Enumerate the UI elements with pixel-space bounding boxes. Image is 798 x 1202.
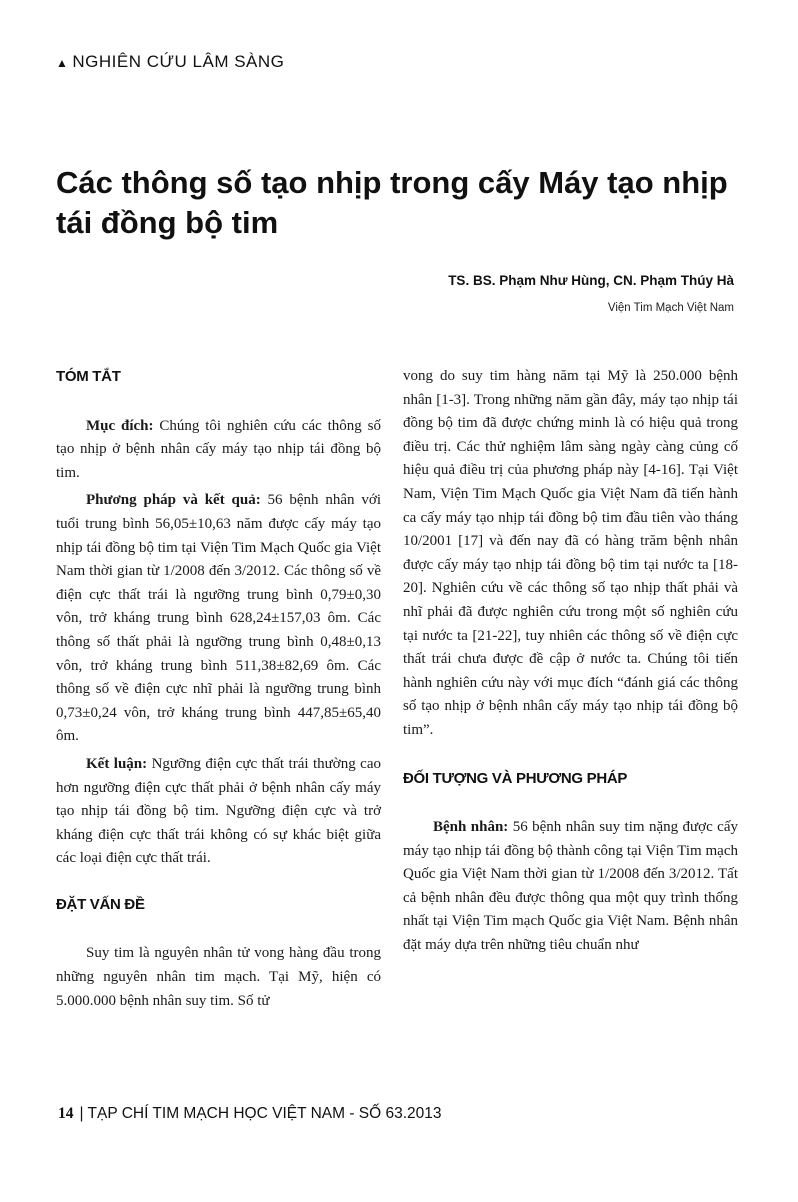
section-label: NGHIÊN CỨU LÂM SÀNG [72,52,285,71]
intro-paragraph: Suy tim là nguyên nhân tử vong hàng đầu trong những nguyên nhân tim mạch. Tại Mỹ, hiện có 5.000.000 bệnh nhân suy tim. Số tử [56,945,381,1009]
page-footer [58,1105,442,1123]
conclusion-text: Ngưỡng điện cực thất trái thường cao hơn ngưỡng điện cực thất phải ở bệnh nhân cấy máy tạo nhịp tái đồng bộ tim. Ngưỡng điện cực và trở kháng điện cực thất trái không có sự khác biệt giữa các loại điện cực thất trái. [56,755,381,867]
methods-label: Phương pháp và kết quả: [86,492,261,509]
journal-name: TẠP CHÍ TIM MẠCH HỌC VIỆT NAM - SỐ 63.2013 [87,1105,442,1122]
methods-heading: ĐỐI TƯỢNG VÀ PHƯƠNG PHÁP [403,769,628,787]
patients-text: 56 bệnh nhân suy tim nặng được cấy máy tạo nhịp tái đồng bộ thành công tại Viện Tim mạch Quốc gia Việt Nam thời gian từ 1/2008 đến 3/2012. Tất cả bệnh nhân đều được thông qua một quy trình thống nhất tại Viện Tim mạch Quốc gia Việt Nam. Bệnh nhân đặt máy dựa trên những tiêu chuẩn như [403,819,738,954]
left-column [56,365,381,1013]
conclusion-label: Kết luận: [86,755,148,772]
conclusion-paragraph [56,753,381,871]
aim-label: Mục đích: [86,417,154,434]
methods-paragraph [56,489,381,749]
intro-continued: vong do suy tim hàng năm tại Mỹ là 250.000 bệnh nhân [1-3]. Trong những năm gần đây, máy tạo nhịp tái đồng bộ tim đã được chứng minh là có hiệu quả trong điều trị. Các thử nghiệm lâm sàng ngày càng củng cố hiệu quả điều trị của phương pháp này [4-16]. Tại Việt Nam, Viện Tim Mạch Quốc gia Việt Nam đã tiến hành ca cấy máy tạo nhịp tái đồng bộ tim đầu tiên vào tháng 10/2001 [17] và đến nay đã có hàng trăm bệnh nhân được cấy máy tạo nhịp tái đồng bộ tim tại nước ta [18-20]. Nghiên cứu về các thông số tạo nhịp thất phải và nhĩ phải đã được nghiên cứu trong một số nghiên cứu tại nước ta [21-22], tuy nhiên các thông số về điện cực thất trái chưa được đề cập ở nước ta. Chúng tôi tiến hành nghiên cứu này với mục đích “đánh giá các thông số tạo nhịp ở bệnh nhân cấy máy tạo nhịp tái đồng bộ tim”. [403,368,738,738]
right-column [403,365,738,958]
aim-text: Chúng tôi nghiên cứu các thông số tạo nhịp ở bệnh nhân cấy máy tạo nhịp tái đồng bộ tim. [56,417,381,481]
aim-paragraph [56,415,381,486]
article-title: Các thông số tạo nhịp trong cấy Máy tạo nhịp tái đồng bộ tim [56,165,728,240]
affiliation: Viện Tim Mạch Việt Nam [607,302,734,314]
summary-heading: TÓM TẮT [56,368,121,385]
patients-label: Bệnh nhân: [433,819,509,836]
patients-paragraph [403,816,738,958]
authors: TS. BS. Phạm Như Hùng, CN. Phạm Thúy Hà [448,273,734,288]
footer-divider: | [79,1105,84,1122]
intro-heading: ĐẶT VẤN ĐỀ [56,895,145,913]
page-number: 14 [58,1105,74,1122]
triangle-icon: ▲ [56,56,69,70]
section-header [56,52,284,72]
methods-text: 56 bệnh nhân với tuổi trung bình 56,05±10,63 năm được cấy máy tạo nhịp tái đồng bộ tim tại Viện Tim Mạch Quốc gia Việt Nam thời gian từ 1/2008 đến 3/2012. Các thông số về điện cực thất trái là ngưỡng trung bình 0,79±0,30 vôn, trở kháng trung bình 628,24±157,03 ôm. Các thông số thất phải là ngưỡng trung bình 0,48±0,13 vôn, trở kháng trung bình 511,38±82,69 ôm. Các thông số về điện cực nhĩ phải là ngưỡng trung bình 0,73±0,24 vôn, trở kháng trung bình 447,85±65,40 ôm. [56,492,381,745]
